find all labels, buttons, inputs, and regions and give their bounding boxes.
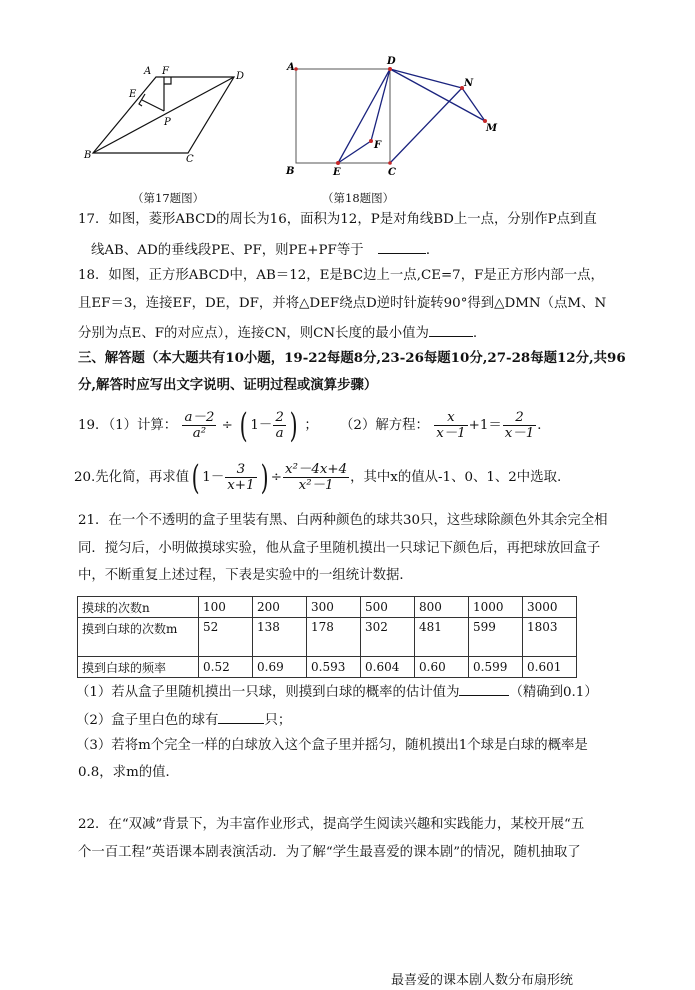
label-p17: P — [164, 117, 171, 128]
segment-dn — [390, 69, 462, 88]
section3-heading-line2: 分,解答时应写出文字说明、证明过程或演算步骤） — [78, 377, 378, 393]
table-cell: 52 — [199, 618, 253, 657]
q22-line2: 个一百工程”英语课本剧表演活动．为了解“学生最喜爱的课本剧”的情况，随机抽取了 — [78, 845, 581, 860]
table-cell: 481 — [415, 618, 469, 657]
q17-line2 — [91, 239, 439, 260]
table-cell: 0.69 — [253, 657, 307, 678]
segment-df — [371, 69, 390, 141]
q20-line — [74, 456, 561, 500]
table-cell: 138 — [253, 618, 307, 657]
q21-table — [77, 596, 577, 678]
q21-line1: 21．在一个不透明的盒子里装有黑、白两种颜色的球共30只，这些球除颜色外其余完全相 — [78, 513, 608, 528]
table-cell: 1803 — [523, 618, 577, 657]
q18-line3-end: . — [472, 326, 478, 341]
label-f17: F — [162, 66, 169, 77]
q20-prefix: 20.先化简，再求值 — [74, 470, 190, 485]
q20-f1-num: 3 — [225, 462, 256, 478]
q22-line1: 22．在“双减”背景下，为丰富作业形式，提高学生阅读兴趣和实践能力，某校开展“五 — [78, 817, 585, 832]
label-m18: M — [486, 123, 498, 134]
table-cell: 0.60 — [415, 657, 469, 678]
q21-part2 — [76, 709, 291, 730]
table-row — [78, 657, 577, 678]
table-row — [78, 597, 577, 618]
q19-fraction-1 — [182, 410, 216, 441]
table-row — [78, 618, 577, 657]
label-a18: A — [287, 62, 295, 73]
q19-f3-den: x－1 — [436, 426, 466, 441]
label-d17: D — [236, 71, 245, 82]
label-b18: B — [286, 166, 295, 177]
label-a17: A — [144, 66, 152, 77]
fig17-caption: （第17题图） — [132, 191, 205, 205]
segment-nm — [462, 88, 485, 121]
q20-div: ÷ — [270, 470, 283, 485]
table-cell: 800 — [415, 597, 469, 618]
q19-f4-num: 2 — [503, 410, 536, 426]
label-c18: C — [388, 167, 396, 178]
q21-part1-blank[interactable] — [459, 681, 509, 696]
table-cell-label: 摸到白球的次数m — [78, 618, 199, 657]
table-cell: 3000 — [523, 597, 577, 618]
q17-line1: 17．如图，菱形ABCD的周长为16，面积为12，P是对角线BD上一点，分别作P点到直 — [78, 212, 597, 227]
table-cell: 0.601 — [523, 657, 577, 678]
table-cell-label: 摸到白球的频率 — [78, 657, 199, 678]
q19-plus-one-eq: +1＝ — [468, 418, 502, 433]
table-cell: 500 — [361, 597, 415, 618]
label-n18: N — [464, 78, 474, 89]
q19-end: ． — [537, 418, 551, 433]
q21-part1 — [76, 681, 598, 702]
segment-pe — [142, 100, 164, 111]
q19-f3-num: x — [434, 410, 467, 426]
q21-part2-text: （2）盒子里白色的球有 — [76, 713, 219, 728]
label-e18: E — [333, 167, 341, 178]
q17-answer-blank[interactable] — [378, 239, 426, 254]
q19-sep: ； — [304, 418, 318, 433]
q19-paren-open: ( — [239, 405, 248, 446]
q20-paren-close: ) — [260, 457, 269, 498]
fig18-caption: （第18题图） — [322, 191, 395, 205]
q19-div: ÷ — [221, 418, 233, 433]
label-d18: D — [387, 56, 396, 67]
q19-f2-num: 2 — [275, 410, 284, 425]
q20-one-minus: 1－ — [202, 470, 225, 485]
label-b17: B — [84, 150, 92, 161]
q21-part3-line1: （3）若将m个完全一样的白球放入这个盒子里并摇匀，随机摸出1个球是白球的概率是 — [76, 738, 588, 753]
table-cell: 1000 — [469, 597, 523, 618]
q19-f1-den: a² — [192, 426, 207, 441]
q19-f2-den: a — [275, 426, 284, 441]
q19-fraction-4 — [503, 410, 536, 441]
q18-line3-text: 分别为点E、F的对应点），连接CN，则CN长度的最小值为 — [78, 326, 429, 341]
footer-partial-caption: 最喜爱的课本剧人数分布扇形统 — [391, 973, 574, 988]
table-cell: 0.52 — [199, 657, 253, 678]
label-c17: C — [186, 154, 194, 165]
point-c18 — [388, 161, 392, 165]
q21-part1-text: （1）若从盒子里随机摸出一只球，则摸到白球的概率的估计值为 — [76, 685, 460, 700]
q19-f4-den: x－1 — [504, 426, 535, 441]
table-cell: 178 — [307, 618, 361, 657]
table-cell: 0.593 — [307, 657, 361, 678]
q20-fraction-1 — [225, 462, 256, 493]
label-e17: E — [129, 89, 137, 100]
q19-paren-close: ) — [289, 405, 298, 446]
q20-f2-num: x²－4x+4 — [285, 462, 348, 477]
table-cell: 0.604 — [361, 657, 415, 678]
table-cell: 599 — [469, 618, 523, 657]
table-cell: 302 — [361, 618, 415, 657]
segment-cn — [390, 88, 462, 163]
q21-part1-end: （精确到0.1） — [509, 685, 598, 700]
right-angle-f — [164, 77, 171, 84]
table-cell-label: 摸球的次数n — [78, 597, 199, 618]
table-cell: 0.599 — [469, 657, 523, 678]
point-e18 — [336, 161, 340, 165]
q19-f1-num: a－2 — [184, 410, 215, 425]
q18-answer-blank[interactable] — [429, 322, 473, 337]
q19-fraction-3 — [434, 410, 467, 441]
q19-line — [78, 404, 551, 448]
q20-f1-den: x+1 — [227, 478, 255, 493]
q21-line3: 中，不断重复上述过程，下表是实验中的一组统计数据． — [78, 568, 413, 583]
q19-one-minus: 1－ — [250, 418, 273, 433]
segment-ef — [338, 141, 371, 163]
q19-part2: （2）解方程： — [340, 418, 429, 433]
segment-de — [338, 69, 390, 163]
label-f18: F — [374, 140, 382, 151]
point-d18 — [388, 67, 392, 71]
q21-part3-line2: 0.8，求m的值． — [78, 765, 179, 780]
table-cell: 300 — [307, 597, 361, 618]
q20-fraction-2 — [283, 462, 349, 493]
q20-paren-open: ( — [191, 457, 200, 498]
table-cell: 100 — [199, 597, 253, 618]
figure-17 — [93, 77, 234, 153]
q18-line3 — [78, 322, 477, 343]
q21-part2-blank[interactable] — [218, 709, 264, 724]
point-f18 — [369, 139, 373, 143]
q18-line2: 且EF＝3，连接EF，DE，DF，并将△DEF绕点D逆时针旋转90°得到△DMN（点M、N — [78, 296, 607, 311]
section3-heading-line1: 三、解答题（本大题共有10小题，19-22每题8分,23-26每题10分,27-28每题12分,共96 — [78, 350, 626, 366]
q19-fraction-2 — [273, 410, 286, 441]
q20-f2-den: x²－1 — [298, 478, 334, 493]
q17-line2-text: 线AB、AD的垂线段PE、PF，则PE+PF等于 — [91, 243, 364, 258]
q19-prefix: 19．（1）计算： — [78, 418, 178, 433]
q21-part2-end: 只； — [264, 713, 292, 728]
figures-svg — [0, 0, 695, 210]
q20-suffix: ，其中x的值从-1、0、1、2中选取. — [350, 470, 562, 485]
table-cell: 200 — [253, 597, 307, 618]
q21-line2: 同．搅匀后，小明做摸球实验，他从盒子里随机摸出一只球记下颜色后，再把球放回盒子 — [78, 541, 601, 556]
q18-line1: 18．如图，正方形ABCD中，AB＝12，E是BC边上一点,CE=7，F是正方形内部一点， — [78, 268, 604, 283]
q17-line2-end: ． — [425, 243, 440, 258]
